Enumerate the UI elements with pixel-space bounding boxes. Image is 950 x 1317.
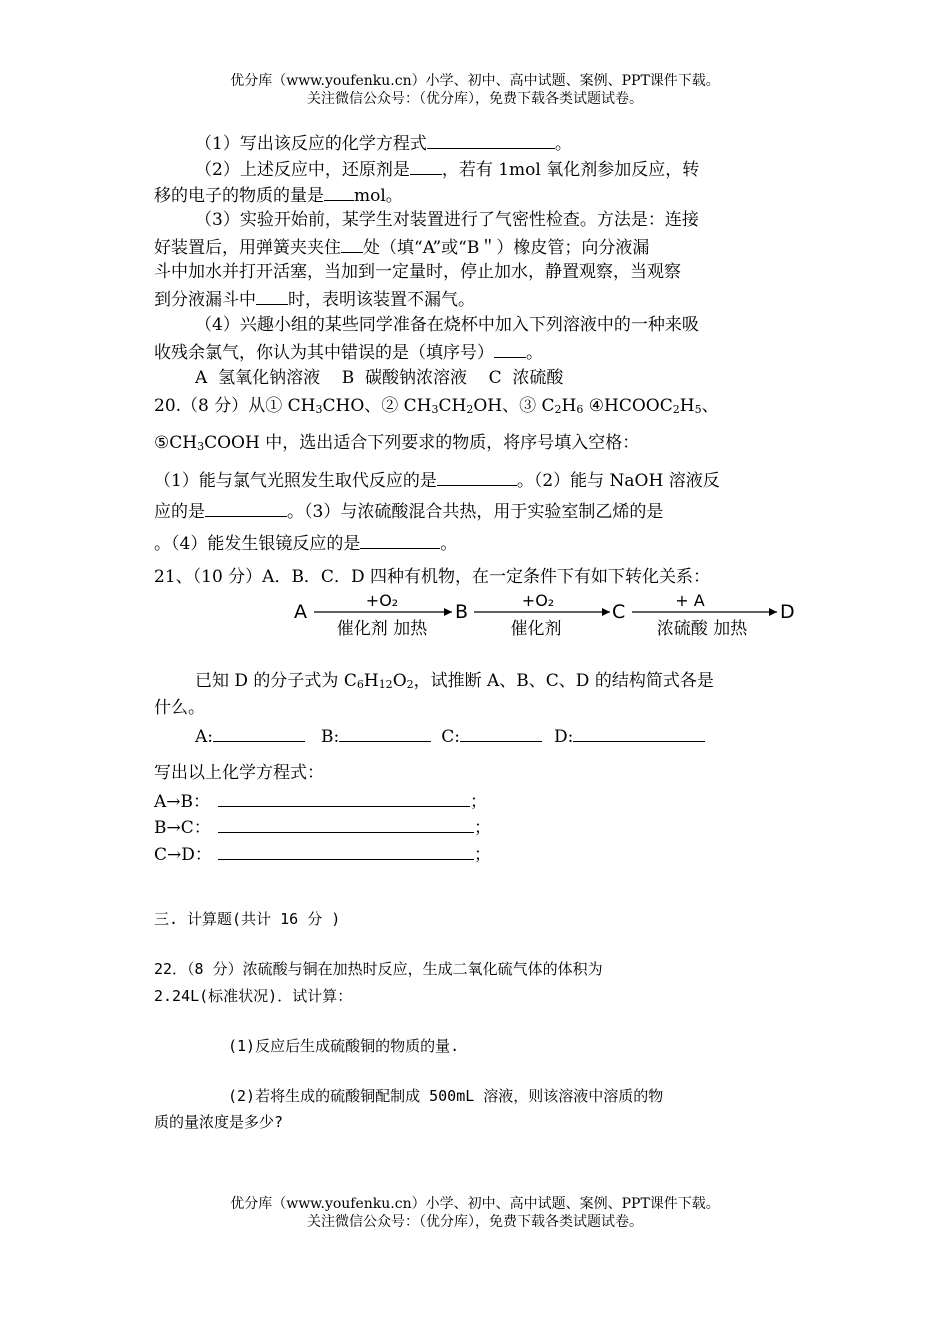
scheme-above-3: + A xyxy=(675,591,705,610)
page-footer-line-2: 关注微信公众号：（优分库），免费下载各类试题试卷。 xyxy=(307,1214,643,1230)
answer-blank-C[interactable] xyxy=(460,724,542,742)
answer-blank[interactable] xyxy=(324,183,354,201)
q21-formula-line: 已知 D 的分子式为 $C_6H_{12}O_2$，试推断 A、B、C、D 的结构简式各是 xyxy=(195,671,714,691)
answer-blank[interactable] xyxy=(494,340,526,358)
q20-line-4: 应的是 。（3）与浓硫酸混合共热，用于实验室制乙烯的是 xyxy=(154,499,663,523)
scheme-arrowhead-1 xyxy=(444,608,452,616)
q19-part4: （4）兴趣小组的某些同学准备在烧杯中加入下列溶液中的一种来吸 xyxy=(195,315,699,335)
q22-part2-cont: 质的量浓度是多少? xyxy=(154,1113,284,1131)
q19-part3-cont3: 到分液漏斗中 时，表明该装置不漏气。 xyxy=(154,287,475,311)
answer-blank-A[interactable] xyxy=(213,724,305,742)
q20-line-3: （1）能与氯气光照发生取代反应的是 。（2）能与 NaOH 溶液反 xyxy=(154,468,720,492)
q21-equations-heading: 写出以上化学方程式： xyxy=(154,763,324,783)
answer-blank[interactable] xyxy=(218,815,474,833)
page-header-line-2: 关注微信公众号：（优分库），免费下载各类试题试卷。 xyxy=(307,91,643,107)
scheme-above-2: +O₂ xyxy=(521,591,555,610)
answer-blank-D[interactable] xyxy=(573,724,705,742)
page-footer-line-1: 优分库（www.youfenku.cn）小学、初中、高中试题、案例、PPT课件下载。 xyxy=(230,1196,720,1212)
page-header-line-1: 优分库（www.youfenku.cn）小学、初中、高中试题、案例、PPT课件下载。 xyxy=(230,73,720,89)
q21-eq-c-d: C→D： ； xyxy=(154,842,491,866)
q21-eq-a-b: A→B： ； xyxy=(154,789,487,813)
scheme-below-1: 催化剂 加热 xyxy=(336,619,428,639)
q19-part3-cont2: 斗中加水并打开活塞，当加到一定量时，停止加水，静置观察，当观察 xyxy=(154,262,681,282)
q21-formula-cont: 什么。 xyxy=(154,698,205,718)
scheme-above-1: +O₂ xyxy=(365,591,399,610)
scheme-C: C xyxy=(612,601,626,623)
q19-part1: （1）写出该反应的化学方程式 。 xyxy=(195,131,572,155)
q19-part4-cont: 收残余氯气，你认为其中错误的是（填序号） 。 xyxy=(154,340,543,364)
q21-answers: A: B: C: D: xyxy=(195,724,705,748)
q22-part1: (1)反应后生成硫酸铜的物质的量. xyxy=(228,1037,460,1055)
answer-blank-B[interactable] xyxy=(339,724,431,742)
q22-part2: (2)若将生成的硫酸铜配制成 500mL 溶液，则该溶液中溶质的物 xyxy=(228,1087,664,1105)
answer-blank[interactable] xyxy=(205,499,287,517)
reaction-scheme xyxy=(292,590,802,644)
q19-part3: （3）实验开始前，某学生对装置进行了气密性检查。方法是：连接 xyxy=(195,210,699,230)
scheme-D: D xyxy=(780,601,795,623)
scheme-arrowhead-2 xyxy=(602,608,610,616)
scheme-arrowhead-3 xyxy=(769,608,777,616)
answer-blank[interactable] xyxy=(437,468,517,486)
q19-options: A 氢氧化钠溶液 B 碳酸钠浓溶液 C 浓硫酸 xyxy=(195,368,564,388)
q21-heading: 21、（10 分）A．B．C．D 四种有机物，在一定条件下有如下转化关系： xyxy=(154,567,710,587)
q19-part2: （2）上述反应中，还原剂是 ，若有 1mol 氧化剂参加反应，转 xyxy=(195,157,699,181)
q19-part3-cont1: 好装置后，用弹簧夹夹住 处（填“A”或“B＂）橡皮管；向分液漏 xyxy=(154,235,649,259)
section-3-heading: 三. 计算题(共计 16 分 ) xyxy=(154,910,341,928)
q19-part2-cont: 移的电子的物质的量是 mol。 xyxy=(154,183,403,207)
scheme-below-2: 催化剂 xyxy=(510,619,562,639)
answer-blank[interactable] xyxy=(341,235,363,253)
answer-blank[interactable] xyxy=(410,157,442,175)
scheme-B: B xyxy=(455,601,469,623)
q21-eq-b-c: B→C： ； xyxy=(154,815,491,839)
scheme-A: A xyxy=(294,601,307,623)
answer-blank[interactable] xyxy=(427,131,555,149)
q20-line-5: 。（4）能发生银镜反应的是 。 xyxy=(154,531,457,555)
answer-blank[interactable] xyxy=(360,531,440,549)
q20-line-1: 20.（8 分）从① $CH_3CHO$、② $CH_3CH_2OH$、③ $C_2H_6$ $④HCOOC_2H_5$、 xyxy=(154,396,719,416)
answer-blank[interactable] xyxy=(218,789,470,807)
q20-line-2: $⑤CH_3COOH$ 中，选出适合下列要求的物质，将序号填入空格： xyxy=(154,433,640,453)
answer-blank[interactable] xyxy=(218,842,474,860)
scheme-below-3: 浓硫酸 加热 xyxy=(656,619,748,639)
answer-blank[interactable] xyxy=(256,287,288,305)
q22-line-1: 22．（8 分）浓硫酸与铜在加热时反应，生成二氧化硫气体的体积为 xyxy=(154,960,603,978)
q22-line-2: 2.24L(标准状况)．试计算： xyxy=(154,987,353,1005)
